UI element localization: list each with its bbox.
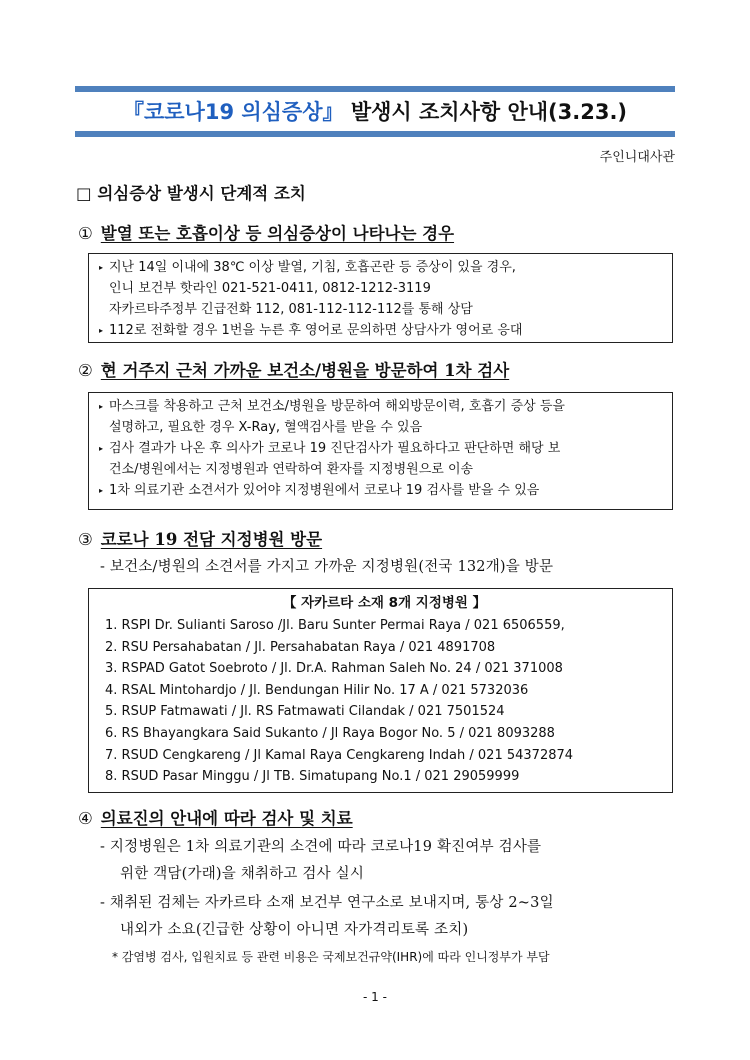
step3-dash-line: - 보건소/병원의 소견서를 가지고 가까운 지정병원(전국 132개)을 방문 [100,559,554,575]
step3-title: 코로나 19 전담 지정병원 방문 [100,530,323,549]
step1-line: ▸ 112로 전화할 경우 1번을 누른 후 영어로 문의하면 상담사가 영어로 응대 [99,320,664,341]
hospital-item: 3. RSPAD Gatot Soebroto / Jl. Dr.A. Rahman Saleh No. 24 / 021 371008 [105,661,563,677]
bullet-triangle-icon: ▸ [99,263,104,272]
step1-line: 인니 보건부 핫라인 021-521-0411, 0812-1212-3119 [109,281,431,296]
hospital-item: 6. RS Bhayangkara Said Sukanto / Jl Raya Bogor No. 5 / 021 8093288 [105,725,555,741]
step3-number: ③ [78,530,93,549]
title-rest: 발생시 조치사항 안내 [343,100,549,124]
step2-line: 설명하고, 필요한 경우 X-Ray, 혈액검사를 받을 수 있음 [109,420,423,435]
cost-note: * 감염병 검사, 입원치료 등 관련 비용은 국제보건규약(IHR)에 따라 인니정부가 부담 [112,950,550,964]
step4-heading [78,805,353,829]
step2-title: 현 거주지 근처 가까운 보건소/병원을 방문하여 1차 검사 [100,361,510,380]
hospital-list-title: 【 자카르타 소재 8개 지정병원 】 [282,595,487,611]
step1-title: 발열 또는 호흡이상 등 의심증상이 나타나는 경우 [100,224,455,243]
step4-line: 내외가 소요(긴급한 상황이 아니면 자가격리토록 조치) [120,922,469,938]
hospital-item: 2. RSU Persahabatan / Jl. Persahabatan Raya / 021 4891708 [105,639,496,655]
step1-line: ▸ 지난 14일 이내에 38℃ 이상 발열, 기침, 호흡곤란 등 증상이 있을 경우, [99,257,664,278]
page-number: - 1 - [363,990,387,1004]
step2-line: ▸ 1차 의료기관 소견서가 있어야 지정병원에서 코로나 19 검사를 받을 수 있음 [99,480,664,501]
step4-line: - 채취된 검체는 자카르타 소재 보건부 연구소로 보내지며, 통상 2~3일 [100,895,554,911]
hospital-list-box [88,588,673,793]
step1-number: ① [78,224,93,243]
page-title [75,96,675,128]
hospital-item: 1. RSPI Dr. Sulianti Saroso /Jl. Baru Sunter Permai Raya / 021 6506559, [105,618,565,633]
step4-title: 의료진의 안내에 따라 검사 및 치료 [100,809,353,828]
bullet-triangle-icon: ▸ [99,444,104,453]
section-heading: □ 의심증상 발생시 단계적 조치 [76,184,306,203]
title-date: (3.23.) [548,100,628,124]
bullet-triangle-icon: ▸ [99,402,104,411]
hospital-item: 4. RSAL Mintohardjo / Jl. Bendungan Hilir No. 17 A / 021 5732036 [105,682,529,698]
step3-heading [78,526,322,550]
title-highlight: 『코로나19 의심증상』 [122,100,344,124]
step2-line: 건소/병원에서는 지정병원과 연락하여 환자를 지정병원으로 이송 [109,462,474,477]
title-top-rule [75,86,675,92]
step2-heading [78,357,509,381]
step4-number: ④ [78,809,93,828]
step4-line: - 지정병원은 1차 의료기관의 소견에 따라 코로나19 확진여부 검사를 [100,839,542,855]
bullet-triangle-icon: ▸ [99,326,104,335]
step1-box [88,253,673,343]
step2-box [88,392,673,510]
hospital-item: 5. RSUP Fatmawati / Jl. RS Fatmawati Cilandak / 021 7501524 [105,704,505,720]
hospital-item: 7. RSUD Cengkareng / Jl Kamal Raya Cengkareng Indah / 021 54372874 [105,747,574,763]
step2-number: ② [78,361,93,380]
step4-line: 위한 객담(가래)을 채취하고 검사 실시 [120,866,365,882]
step1-heading [78,220,454,244]
step2-line: ▸ 마스크를 착용하고 근처 보건소/병원을 방문하여 해외방문이력, 호흡기 증상 등을 [99,396,664,417]
hospital-item: 8. RSUD Pasar Minggu / Jl TB. Simatupang No.1 / 021 29059999 [105,769,520,785]
title-bottom-rule [75,131,675,137]
organization: 주인니대사관 [599,150,675,165]
bullet-triangle-icon: ▸ [99,486,104,495]
step2-line: ▸ 검사 결과가 나온 후 의사가 코로나 19 진단검사가 필요하다고 판단하면 해당 보 [99,438,664,459]
step1-line: 자카르타주정부 긴급전화 112, 081-112-112-112를 통해 상담 [109,302,473,317]
